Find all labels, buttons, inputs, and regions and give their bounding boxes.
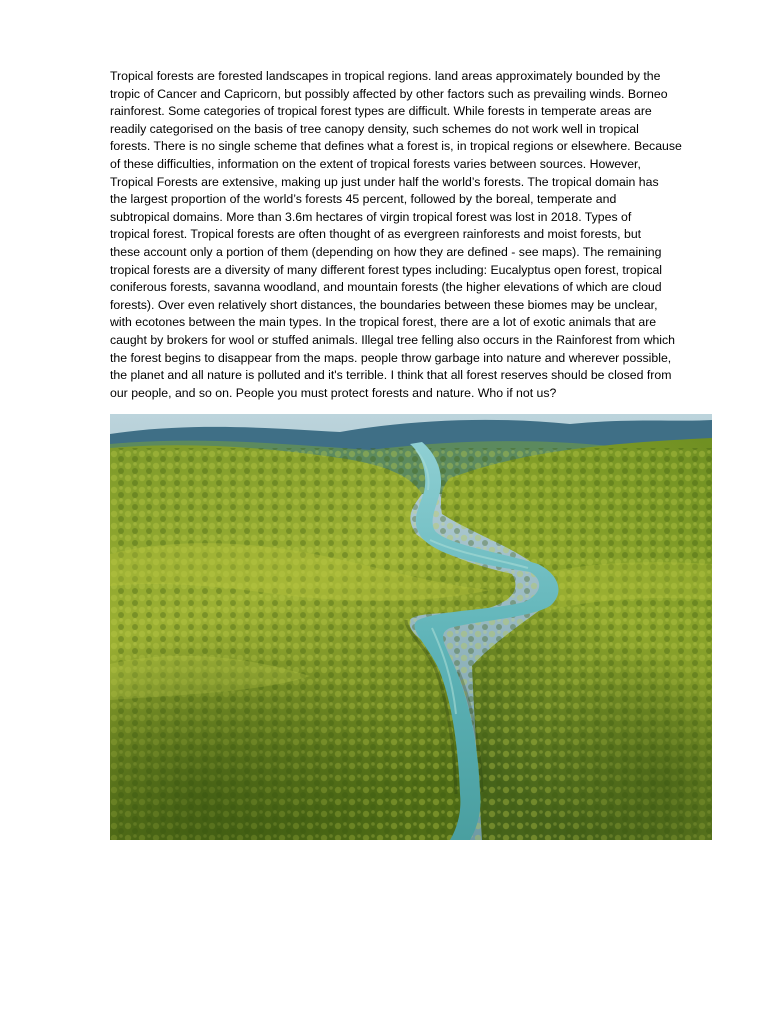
paragraph-line: forests). Over even relatively short distances, the boundaries between these biomes may be unclear, — [110, 297, 658, 312]
paragraph-line: the planet and all nature is polluted and it's terrible. I think that all forest reserves should be closed from — [110, 368, 672, 383]
paragraph-line: tropical forests are a diversity of many different forest types including: Eucalyptus open forest, tropical — [110, 262, 663, 277]
paragraph-line: the forest begins to disappear from the maps. people throw garbage into nature and wherever possible, — [110, 350, 672, 365]
paragraph-line: coniferous forests, savanna woodland, and mountain forests (the higher elevations of which are cloud — [110, 280, 662, 295]
paragraph-line: our people, and so on. People you must protect forests and nature. Who if not us? — [110, 385, 557, 400]
rainforest-river-photo — [110, 414, 712, 840]
paragraph-line: with ecotones between the main types. In the tropical forest, there are a lot of exotic animals that are — [110, 315, 657, 330]
paragraph-line: of these difficulties, information on the extent of tropical forests varies between sources. However, — [110, 156, 641, 171]
paragraph-line: Tropical forests are forested landscapes in tropical regions. land areas approximately bounded by the — [110, 69, 661, 83]
rainforest-river-illustration — [110, 414, 712, 840]
paragraph-line: forests. There is no single scheme that defines what a forest is, in tropical regions or elsewhere. Because — [110, 139, 682, 154]
paragraph-line: subtropical domains. More than 3.6m hectares of virgin tropical forest was lost in 2018. Types of — [110, 209, 632, 224]
paragraph-line: tropical forest. Tropical forests are often thought of as evergreen rainforests and moist forests, but — [110, 227, 642, 242]
paragraph-line: these account only a portion of them (depending on how they are defined - see maps). The remaining — [110, 244, 662, 259]
paragraph-line: rainforest. Some categories of tropical forest types are difficult. While forests in temperate areas are — [110, 104, 652, 119]
paragraph-line: the largest proportion of the world’s forests 45 percent, followed by the boreal, temperate and — [110, 192, 617, 207]
paragraph-line: caught by brokers for wool or stuffed animals. Illegal tree felling also occurs in the Rainforest from which — [110, 332, 676, 347]
paragraph-line: readily categorised on the basis of tree canopy density, such schemes do not work well in tropical — [110, 121, 639, 136]
paragraph-line: tropic of Cancer and Capricorn, but possibly affected by other factors such as prevailing winds. Borneo — [110, 86, 668, 101]
paragraph-line: Tropical Forests are extensive, making up just under half the world’s forests. The tropical domain has — [110, 174, 659, 189]
body-paragraph — [110, 68, 714, 402]
